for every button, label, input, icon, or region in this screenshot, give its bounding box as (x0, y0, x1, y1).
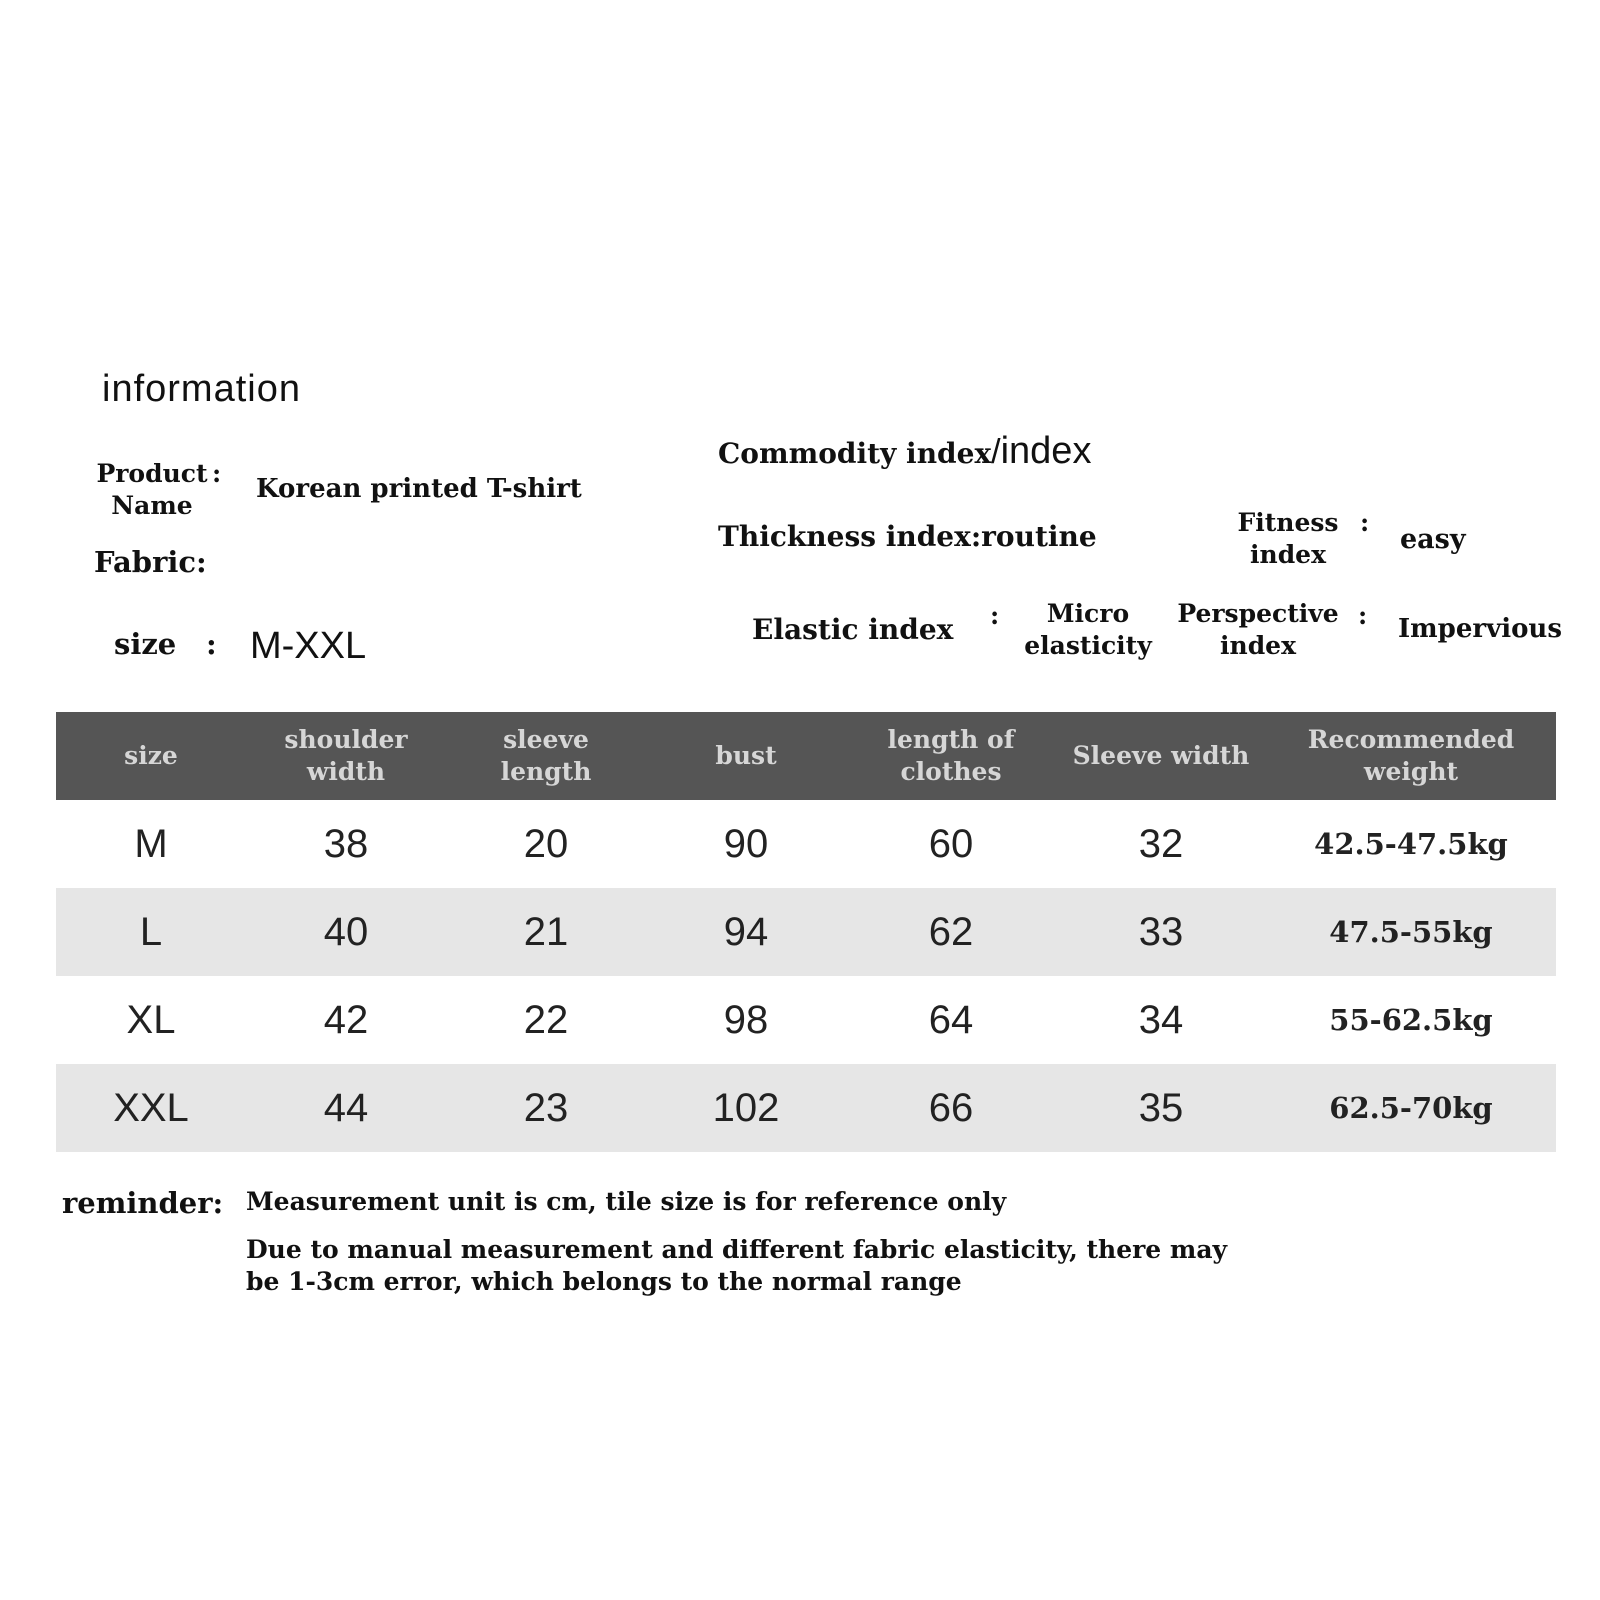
header-recommended-weight: Recommended weight (1307, 725, 1515, 786)
table-row (56, 976, 1556, 1064)
cell-sleeve-width: 33 (1138, 909, 1184, 954)
cell-size: XL (126, 997, 176, 1042)
fabric-label (94, 545, 207, 579)
cell-shoulder-width: 42 (323, 997, 369, 1042)
product-name-label-line1: Product (96, 459, 208, 488)
reminder-label-text: reminder (62, 1186, 213, 1220)
cell-shoulder-width: 38 (323, 821, 369, 866)
cell-size: L (139, 909, 163, 954)
product-name-value: Korean printed T-shirt (256, 474, 582, 504)
reminder-colon: : (212, 1186, 224, 1220)
cell-recommended-weight: 55-62.5kg (1329, 1003, 1493, 1037)
header-sleeve-width: Sleeve width (1072, 741, 1250, 770)
fitness-label-line1: Fitness (1237, 508, 1339, 537)
cell-sleeve-length: 20 (523, 821, 569, 866)
cell-bust: 94 (723, 909, 769, 954)
fitness-colon: : (1360, 508, 1370, 537)
elastic-value (1008, 598, 1168, 662)
table-row (56, 888, 1556, 976)
elastic-value-line2: elasticity (1024, 631, 1152, 660)
cell-recommended-weight: 62.5-70kg (1329, 1091, 1493, 1125)
cell-length-of-clothes: 66 (928, 1085, 974, 1130)
cell-bust: 102 (712, 1085, 780, 1130)
product-name-label (92, 458, 212, 522)
header-sleeve-length: sleeve length (500, 725, 592, 786)
perspective-label (1168, 598, 1348, 662)
cell-bust: 98 (723, 997, 769, 1042)
product-name-label-line2: Name (111, 491, 193, 520)
table-row (56, 1064, 1556, 1152)
header-bust: bust (715, 741, 777, 770)
elastic-value-line1: Micro (1046, 599, 1130, 628)
cell-sleeve-width: 32 (1138, 821, 1184, 866)
elastic-colon: : (990, 601, 1000, 630)
cell-sleeve-length: 22 (523, 997, 569, 1042)
perspective-value: Impervious (1398, 614, 1562, 644)
perspective-label-line2: index (1220, 631, 1296, 660)
cell-size: M (134, 821, 168, 866)
commodity-title-slash: / (991, 433, 1001, 471)
info-title: information (102, 368, 301, 410)
header-size: size (124, 741, 178, 770)
reminder-line1: Measurement unit is cm, tile size is for reference only (246, 1187, 1007, 1216)
cell-size: XXL (113, 1085, 189, 1130)
elastic-label: Elastic index (752, 613, 954, 646)
cell-shoulder-width: 44 (323, 1085, 369, 1130)
cell-recommended-weight: 47.5-55kg (1329, 915, 1493, 949)
perspective-colon: : (1358, 601, 1368, 630)
size-label: size (114, 627, 177, 661)
product-name-colon: : (212, 459, 222, 488)
fabric-label-text: Fabric (94, 545, 197, 579)
size-value: M-XXL (250, 625, 367, 667)
cell-bust: 90 (723, 821, 769, 866)
cell-shoulder-width: 40 (323, 909, 369, 954)
reminder-line3: be 1-3cm error, which belongs to the normal range (246, 1267, 962, 1296)
fitness-value: easy (1400, 524, 1466, 555)
cell-recommended-weight: 42.5-47.5kg (1314, 827, 1508, 861)
fitness-label (1218, 507, 1358, 571)
fabric-colon: : (196, 545, 207, 579)
size-table (56, 712, 1556, 1152)
header-length-of-clothes: length of clothes (887, 725, 1015, 786)
commodity-title-suffix: index (1000, 430, 1092, 472)
table-row (56, 800, 1556, 888)
cell-length-of-clothes: 64 (928, 997, 974, 1042)
cell-sleeve-length: 21 (523, 909, 569, 954)
fitness-label-line2: index (1250, 540, 1326, 569)
commodity-title (718, 430, 1091, 473)
thickness-label (718, 520, 1097, 553)
cell-sleeve-length: 23 (523, 1085, 569, 1130)
cell-length-of-clothes: 60 (928, 821, 974, 866)
thickness-label-text: Thickness index (718, 520, 971, 553)
perspective-label-line1: Perspective (1177, 599, 1339, 628)
reminder-label (62, 1186, 223, 1220)
header-shoulder-width: shoulder width (284, 725, 408, 786)
table-header (56, 712, 1556, 800)
thickness-value: routine (981, 520, 1097, 553)
thickness-colon: : (970, 520, 982, 553)
size-colon: : (206, 627, 217, 661)
cell-sleeve-width: 34 (1138, 997, 1184, 1042)
cell-sleeve-width: 35 (1138, 1085, 1184, 1130)
reminder-line2: Due to manual measurement and different fabric elasticity, there may (246, 1235, 1228, 1264)
cell-length-of-clothes: 62 (928, 909, 974, 954)
commodity-title-prefix: Commodity index (718, 437, 992, 470)
